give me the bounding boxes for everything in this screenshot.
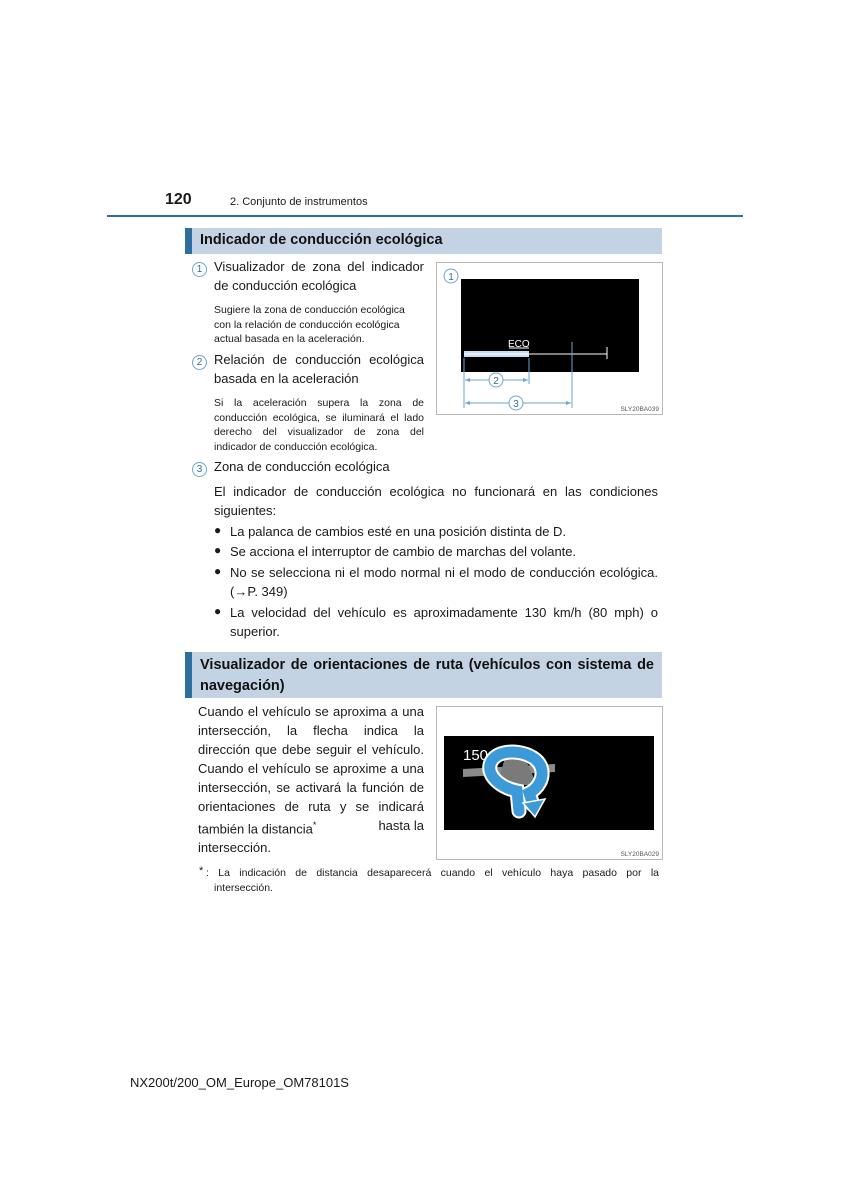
bullet-4-text xyxy=(230,603,658,641)
section-title: 2. Conjunto de instrumentos xyxy=(230,196,368,208)
route-desc-line-6: orientaciones de ruta y se indicará xyxy=(198,799,424,814)
route-heading-line-1: Visualizador de orientaciones de ruta (vehículos con sistema de xyxy=(200,657,654,673)
item-1-title xyxy=(214,257,424,295)
conditions-intro xyxy=(214,482,658,520)
footnote-asterisk: * xyxy=(312,820,317,830)
eco-label: ECO xyxy=(508,339,530,350)
item-2-title-line-2: basada en la aceleración xyxy=(214,371,359,386)
route-heading-line-2: navegación) xyxy=(200,678,285,694)
svg-text:3: 3 xyxy=(513,399,519,410)
document-id: NX200t/200_OM_Europe_OM78101S xyxy=(130,1075,349,1090)
route-desc-line-8: intersección. xyxy=(198,840,271,856)
item-2-title xyxy=(214,350,424,388)
bullet-3-icon: ● xyxy=(214,564,222,578)
bullet-2-text: Se acciona el interruptor de cambio de marchas del volante. xyxy=(230,544,577,559)
footnote-line-2: intersección. xyxy=(214,881,273,894)
item-1-desc-line-3: actual basada en la aceleración. xyxy=(214,333,365,345)
eco-heading xyxy=(185,228,662,254)
bullet-4-icon: ● xyxy=(214,604,222,618)
item-1-marker xyxy=(192,259,207,277)
route-desc-line-2: intersección, la flecha indica la xyxy=(198,723,424,738)
item-1-desc-line-1: Sugiere la zona de conducción ecológica xyxy=(214,304,405,316)
eco-indicator-figure xyxy=(436,262,663,415)
route-desc-line-4: Cuando el vehículo se aproxime a una xyxy=(198,761,424,776)
item-1-desc-line-2: con la relación de conducción ecológica xyxy=(214,318,400,331)
eco-display-screen xyxy=(461,279,639,372)
bullet-3-line-1: No se selecciona ni el modo normal ni el modo de conducción ecológica. xyxy=(230,565,658,580)
eco-indicator-illustration xyxy=(437,263,662,414)
header-rule xyxy=(107,215,743,217)
route-desc-line-3: dirección que debe seguir el vehículo. xyxy=(198,742,424,757)
route-guidance-figure xyxy=(436,706,663,860)
figure-2-code: SLY20BA029 xyxy=(620,851,659,858)
item-2-desc-line-1: Si la aceleración supera la zona de xyxy=(214,397,424,409)
svg-text:2: 2 xyxy=(493,376,499,387)
conditions-intro-line-1: El indicador de conducción ecológica no funcionará en las condiciones xyxy=(214,484,658,499)
footnote-mark: * xyxy=(199,865,204,877)
bullet-2-icon: ● xyxy=(214,543,222,557)
bullet-3-text xyxy=(230,563,658,601)
route-heading xyxy=(185,652,662,698)
item-2-desc-line-2: conducción ecológica, se iluminará el lado xyxy=(214,411,424,424)
distance-readout: 150 xyxy=(463,747,489,764)
item-3-title: Zona de conducción ecológica xyxy=(214,459,390,474)
route-description xyxy=(198,702,424,857)
item-2-marker xyxy=(192,352,207,370)
item-1-title-line-1: Visualizador de zona del indicador xyxy=(214,259,424,274)
item-1-desc xyxy=(214,303,424,347)
footnote-line-1: : La indicación de distancia desaparecerá cuando el vehículo haya pasado por la xyxy=(206,867,659,879)
item-2-title-line-1: Relación de conducción ecológica xyxy=(214,352,424,367)
page-number: 120 xyxy=(165,191,192,208)
bullet-1-icon: ● xyxy=(214,523,222,537)
bullet-1-text: La palanca de cambios esté en una posición distinta de D. xyxy=(230,524,567,539)
item-2-desc xyxy=(214,396,424,454)
item-3-marker xyxy=(192,459,207,477)
footnote xyxy=(206,866,659,895)
route-guidance-illustration xyxy=(437,707,662,859)
bullet-3-line-2: (→P. 349) xyxy=(230,584,288,599)
figure-1-code: SLY20BA039 xyxy=(620,406,659,413)
bullet-4-line-1: La velocidad del vehículo es aproximadamente 130 km/h (80 mph) o xyxy=(230,605,658,620)
conditions-intro-line-2: siguientes: xyxy=(214,503,277,518)
item-2-desc-line-4: indicador de conducción ecológica. xyxy=(214,440,378,453)
item-1-title-line-2: de conducción ecológica xyxy=(214,278,357,293)
item-3-number: 3 xyxy=(192,462,207,477)
route-desc-line-7: también la distancia* hasta la xyxy=(198,818,424,837)
route-desc-line-5: intersección, se activará la función de xyxy=(198,780,424,795)
eco-heading-text: Indicador de conducción ecológica xyxy=(200,232,443,248)
item-2-desc-line-3: derecho del visualizador de zona del xyxy=(214,426,424,438)
item-2-number: 2 xyxy=(192,355,207,370)
item-1-number: 1 xyxy=(192,262,207,277)
bullet-4-line-2: superior. xyxy=(230,624,280,639)
route-desc-line-1: Cuando el vehículo se aproxima a una xyxy=(198,704,424,719)
svg-text:1: 1 xyxy=(448,272,454,283)
